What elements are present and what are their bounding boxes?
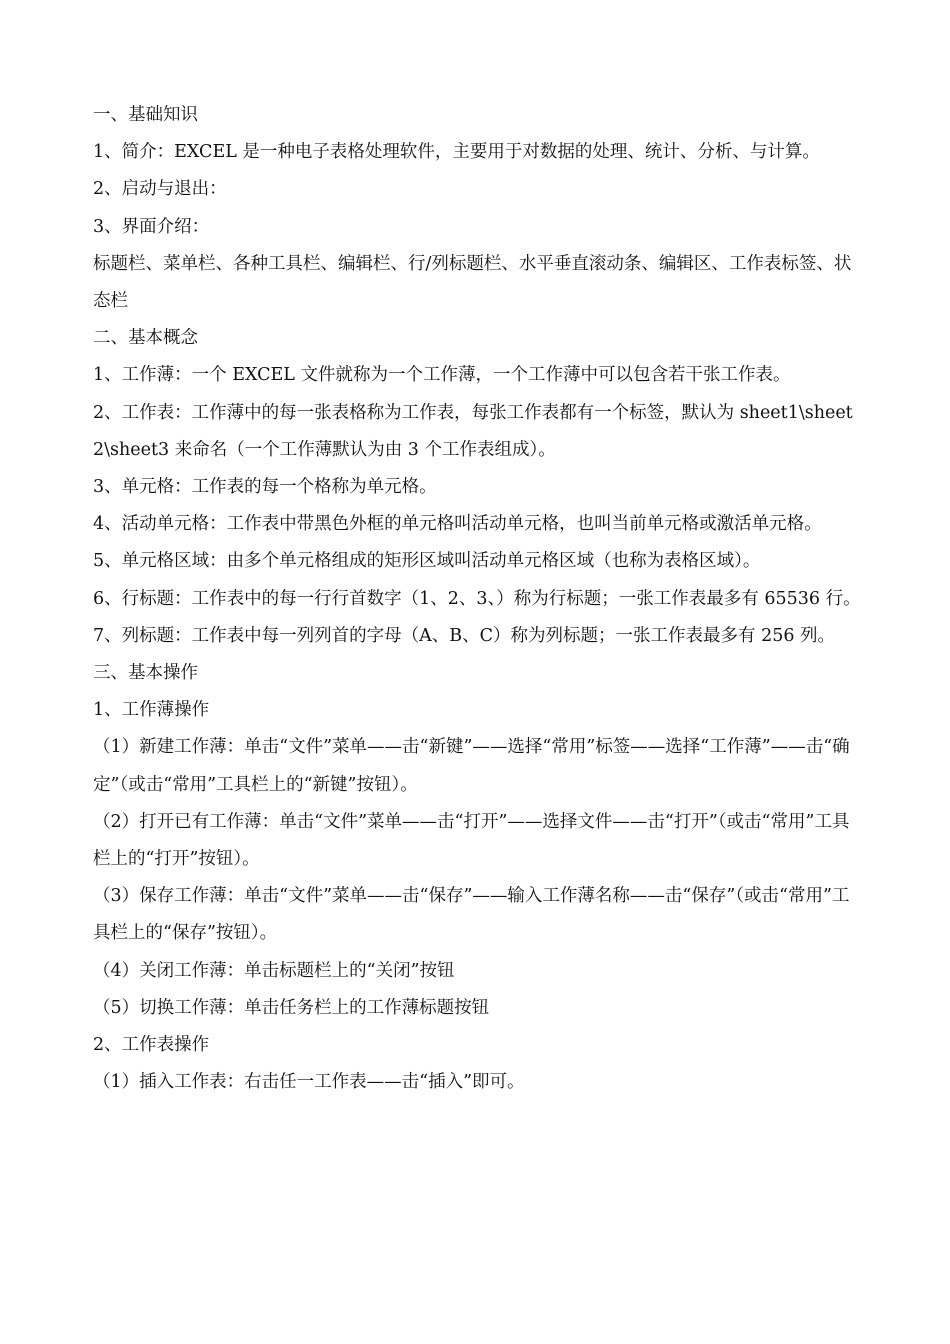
section-heading: 一、基础知识: [93, 105, 198, 125]
paragraph: 2、工作表：工作薄中的每一张表格称为工作表，每张工作表都有一个标签，默认为 sheet1\sheet2\sheet3 来命名（一个工作薄默认为由 3 个工作表组成）。: [93, 402, 853, 460]
paragraph: （1）插入工作表：右击任一工作表——击“插入”即可。: [93, 1072, 525, 1093]
paragraph: 3、单元格：工作表的每一个格称为单元格。: [93, 477, 437, 498]
paragraph: 3、界面介绍：: [93, 216, 210, 237]
paragraph: 1、简介：EXCEL 是一种电子表格处理软件，主要用于对数据的处理、统计、分析、与计算。: [93, 142, 820, 163]
paragraph: （1）新建工作薄：单击“文件”菜单——击“新键”——选择“常用”标签——选择“工作薄”——击“确定”（或击“常用”工具栏上的“新键”按钮）。: [93, 737, 850, 795]
paragraph: （2）打开已有工作薄：单击“文件”菜单——击“打开”——选择文件——击“打开”（或击“常用”工具栏上的“打开”按钮）。: [93, 811, 850, 870]
paragraph: 5、单元格区域：由多个单元格组成的矩形区域叫活动单元格区域（也称为表格区域）。: [93, 551, 761, 572]
paragraph: （4）关闭工作薄：单击标题栏上的“关闭”按钮: [93, 960, 455, 981]
document-body: [93, 97, 861, 1101]
paragraph: （3）保存工作薄：单击“文件”菜单——击“保存”——输入工作薄名称——击“保存”（或击“常用”工具栏上的“保存”按钮）。: [93, 886, 850, 944]
paragraph: 4、活动单元格：工作表中带黑色外框的单元格叫活动单元格，也叫当前单元格或激活单元格。: [93, 514, 822, 535]
paragraph: （5）切换工作薄：单击任务栏上的工作薄标题按钮: [93, 997, 490, 1018]
paragraph: 7、列标题：工作表中每一列列首的字母（A、B、C）称为列标题；一张工作表最多有 256 列。: [93, 625, 836, 646]
paragraph: 6、行标题：工作表中的每一行行首数字（1、2、3、）称为行标题；一张工作表最多有 65536 行。: [93, 588, 861, 609]
paragraph: 2、启动与退出：: [93, 179, 227, 200]
subsection-heading: 1、工作薄操作: [93, 700, 210, 721]
paragraph: 1、工作薄：一个 EXCEL 文件就称为一个工作薄，一个工作薄中可以包含若干张工作表。: [93, 365, 791, 386]
section-heading: 二、基本概念: [93, 328, 198, 349]
paragraph: 标题栏、菜单栏、各种工具栏、编辑栏、行/列标题栏、水平垂直滚动条、编辑区、工作表标签、状态栏: [93, 253, 852, 312]
section-heading: 三、基本操作: [93, 663, 198, 684]
subsection-heading: 2、工作表操作: [93, 1035, 210, 1056]
